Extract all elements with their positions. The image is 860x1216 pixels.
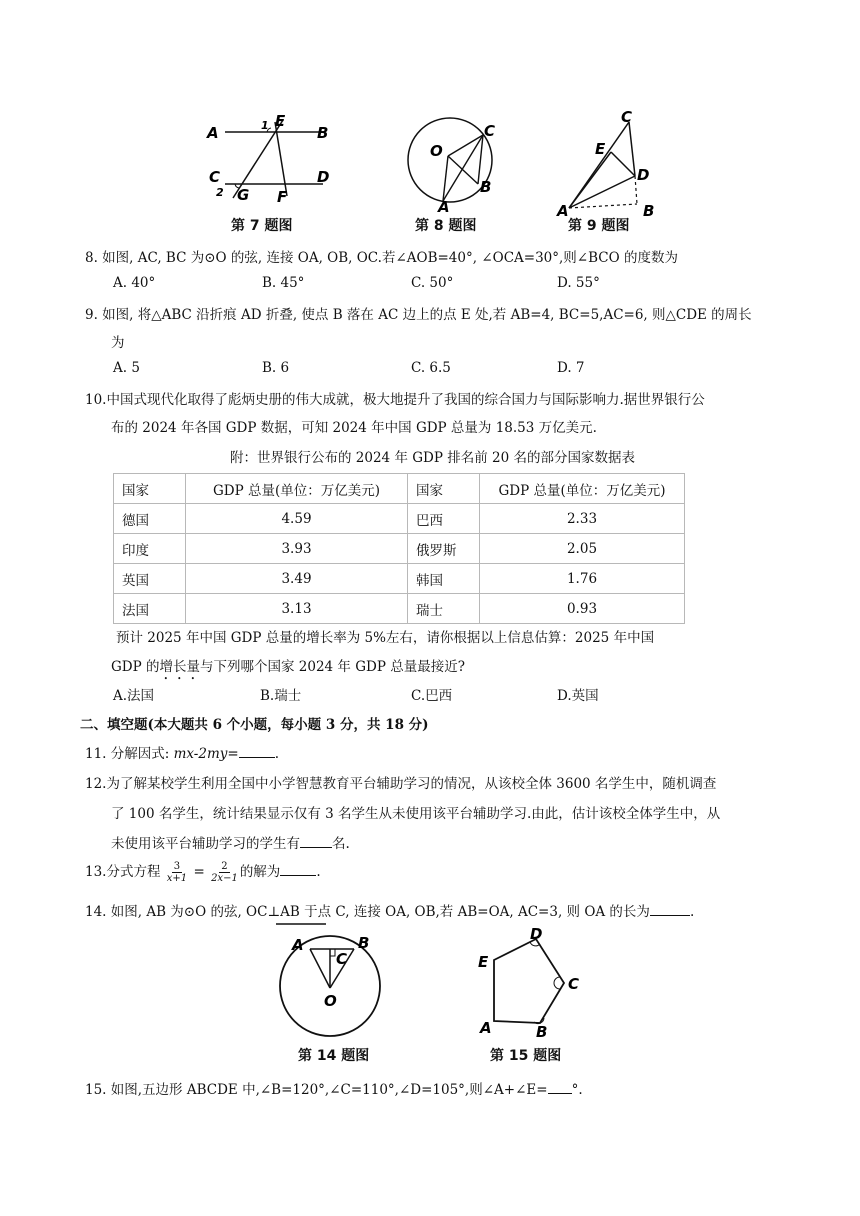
table-cell: 俄罗斯 bbox=[408, 534, 480, 564]
q10-option-d: D.英国 bbox=[557, 688, 599, 704]
fig15-label: B bbox=[536, 1023, 548, 1041]
question-15 bbox=[85, 1078, 583, 1098]
table-cell: 瑞士 bbox=[408, 594, 480, 624]
q10-option-a: A.法国 bbox=[113, 688, 155, 704]
fig7-label: C bbox=[209, 168, 221, 186]
q10-text: GDP 的 bbox=[111, 659, 160, 675]
table-header-row bbox=[114, 474, 685, 504]
fig9-label: A bbox=[557, 202, 569, 220]
fig7-label: D bbox=[317, 168, 330, 186]
fig14-label: A bbox=[292, 936, 304, 954]
fig8-label: A bbox=[438, 198, 450, 212]
table-cell: 法国 bbox=[114, 594, 186, 624]
q15-text: 15. 如图,五边形 ABCDE 中,∠B=120°,∠C=110°,∠D=105°,则∠A+∠E= bbox=[85, 1082, 548, 1098]
q12-answer-blank[interactable] bbox=[300, 847, 332, 848]
question-11 bbox=[85, 742, 279, 762]
q9-option-a: A. 5 bbox=[113, 360, 140, 376]
table-cell: 2.05 bbox=[480, 534, 685, 564]
fig15-label: E bbox=[478, 953, 489, 971]
q11-text: = bbox=[227, 746, 239, 762]
table-cell: 韩国 bbox=[408, 564, 480, 594]
q11-text: . bbox=[274, 746, 279, 762]
fig14-label: C bbox=[336, 950, 348, 968]
table-cell: 3.13 bbox=[186, 594, 408, 624]
table-cell: 3.93 bbox=[186, 534, 408, 564]
q10-option-c: C.巴西 bbox=[411, 688, 453, 704]
question-12-line-2: 了 100 名学生，统计结果显示仅有 3 名学生从未使用该平台辅助学习.由此，估计该校全体学生中，从 bbox=[111, 806, 721, 822]
q14-text: 14. 如图, AB 为⊙O 的弦, OC⊥AB 于点 C, 连接 OA, OB,若 AB=OA, AC=3, 则 OA 的长为 bbox=[85, 904, 650, 920]
q8-option-d: D. 55° bbox=[557, 275, 600, 291]
q10-emphasis: 增长量 bbox=[159, 659, 200, 675]
table-header-cell: GDP 总量(单位：万亿美元) bbox=[480, 474, 685, 504]
question-12-line-1: 12.为了解某校学生利用全国中小学智慧教育平台辅助学习的情况，从该校全体 3600 名学生中，随机调查 bbox=[85, 776, 717, 792]
fig7-label: G bbox=[237, 186, 250, 204]
q9-option-c: C. 6.5 bbox=[411, 360, 451, 376]
figure-14-caption: 第 14 题图 bbox=[298, 1048, 370, 1064]
table-cell: 0.93 bbox=[480, 594, 685, 624]
q13-text: 的解为 bbox=[239, 864, 281, 880]
q12-text: 未使用该平台辅助学习的学生有 bbox=[111, 836, 300, 852]
figure-15-caption: 第 15 题图 bbox=[490, 1048, 562, 1064]
q9-option-d: D. 7 bbox=[557, 360, 585, 376]
table-row bbox=[114, 594, 685, 624]
fig15-label: D bbox=[530, 925, 543, 943]
fig7-label: 1 bbox=[261, 119, 269, 132]
question-10-after-1: 预计 2025 年中国 GDP 总量的增长率为 5%左右，请你根据以上信息估算：2025 年中国 bbox=[116, 630, 655, 646]
fig15-label: A bbox=[480, 1019, 492, 1037]
q13-text: . bbox=[316, 864, 321, 880]
q10-text: 与下列哪个国家 2024 年 GDP 总量最接近? bbox=[199, 659, 465, 675]
table-cell: 1.76 bbox=[480, 564, 685, 594]
table-cell: 4.59 bbox=[186, 504, 408, 534]
gdp-table bbox=[113, 473, 685, 624]
table-cell: 巴西 bbox=[408, 504, 480, 534]
figure-14-diagram bbox=[272, 922, 392, 1042]
q13-fraction-1 bbox=[167, 861, 187, 884]
q13-fraction-2 bbox=[211, 861, 238, 884]
question-8: 8. 如图, AC, BC 为⊙O 的弦, 连接 OA, OB, OC.若∠AOB=40°, ∠OCA=30°,则∠BCO 的度数为 bbox=[85, 250, 678, 266]
fig7-label: 2 bbox=[216, 186, 224, 199]
fig7-label: B bbox=[317, 124, 329, 142]
q9-option-b: B. 6 bbox=[262, 360, 290, 376]
question-10-line-1: 10.中国式现代化取得了彪炳史册的伟大成就，极大地提升了我国的综合国力与国际影响力.据世界银行公 bbox=[85, 392, 705, 408]
table-header-cell: 国家 bbox=[114, 474, 186, 504]
table-cell: 2.33 bbox=[480, 504, 685, 534]
fig7-label: F bbox=[277, 188, 288, 206]
q11-answer-blank[interactable] bbox=[239, 757, 275, 758]
gdp-table-title: 附：世界银行公布的 2024 年 GDP 排名前 20 名的部分国家数据表 bbox=[230, 450, 635, 466]
figure-9-diagram bbox=[555, 108, 665, 220]
q11-expression: mx-2my bbox=[173, 746, 228, 762]
table-row bbox=[114, 534, 685, 564]
fig14-label: O bbox=[324, 992, 337, 1010]
figure-7-caption: 第 7 题图 bbox=[231, 218, 293, 234]
question-12-line-3 bbox=[111, 832, 350, 852]
fig15-label: C bbox=[568, 975, 580, 993]
q14-text: . bbox=[689, 904, 695, 920]
q13-text: = bbox=[189, 864, 210, 880]
question-10-after-2 bbox=[111, 655, 465, 683]
figure-9-caption: 第 9 题图 bbox=[568, 218, 630, 234]
q10-option-b: B.瑞士 bbox=[260, 688, 302, 704]
table-row bbox=[114, 564, 685, 594]
q8-option-a: A. 40° bbox=[113, 275, 156, 291]
fig9-label: C bbox=[621, 108, 633, 126]
fraction-numerator: 2 bbox=[221, 861, 228, 872]
fig9-label: D bbox=[637, 166, 650, 184]
section-2-heading: 二、填空题(本大题共 6 个小题，每小题 3 分，共 18 分) bbox=[80, 717, 429, 733]
q13-answer-blank[interactable] bbox=[280, 875, 316, 876]
table-header-cell: 国家 bbox=[408, 474, 480, 504]
fraction-denominator: x+1 bbox=[166, 873, 188, 884]
fig7-label: A bbox=[207, 124, 219, 142]
figure-8-caption: 第 8 题图 bbox=[415, 218, 477, 234]
q14-answer-blank[interactable] bbox=[650, 915, 690, 916]
fig7-label: E bbox=[275, 112, 286, 130]
q15-answer-blank[interactable] bbox=[548, 1093, 572, 1094]
table-header-cell: GDP 总量(单位：万亿美元) bbox=[186, 474, 408, 504]
table-cell: 印度 bbox=[114, 534, 186, 564]
q11-text: 11. 分解因式: bbox=[85, 746, 174, 762]
figure-15-diagram bbox=[472, 925, 592, 1045]
question-13 bbox=[85, 860, 321, 884]
figure-7-diagram bbox=[205, 112, 345, 207]
table-row bbox=[114, 504, 685, 534]
question-14 bbox=[85, 900, 694, 920]
fraction-numerator: 3 bbox=[173, 861, 181, 872]
question-10-line-2: 布的 2024 年各国 GDP 数据，可知 2024 年中国 GDP 总量为 18.53 万亿美元. bbox=[111, 420, 597, 436]
fig9-label: E bbox=[595, 140, 606, 158]
table-cell: 3.49 bbox=[186, 564, 408, 594]
q8-option-c: C. 50° bbox=[411, 275, 454, 291]
q8-option-b: B. 45° bbox=[262, 275, 305, 291]
table-cell: 德国 bbox=[114, 504, 186, 534]
fig8-label: B bbox=[480, 178, 492, 196]
fig14-label: B bbox=[358, 934, 370, 952]
question-9-line-1: 9. 如图, 将△ABC 沿折痕 AD 折叠, 使点 B 落在 AC 边上的点 E 处,若 AB=4, BC=5,AC=6, 则△CDE 的周长 bbox=[85, 307, 752, 323]
q13-text: 13.分式方程 bbox=[85, 864, 165, 880]
fig8-label: O bbox=[430, 142, 443, 160]
table-cell: 英国 bbox=[114, 564, 186, 594]
fig8-label: C bbox=[484, 122, 496, 140]
fraction-denominator: 2x−1 bbox=[211, 873, 238, 884]
q12-text: 名. bbox=[332, 836, 350, 852]
figure-8-diagram bbox=[398, 112, 508, 212]
question-9-line-2: 为 bbox=[111, 335, 125, 351]
fig9-label: B bbox=[643, 202, 655, 220]
q15-text: °. bbox=[571, 1082, 583, 1098]
